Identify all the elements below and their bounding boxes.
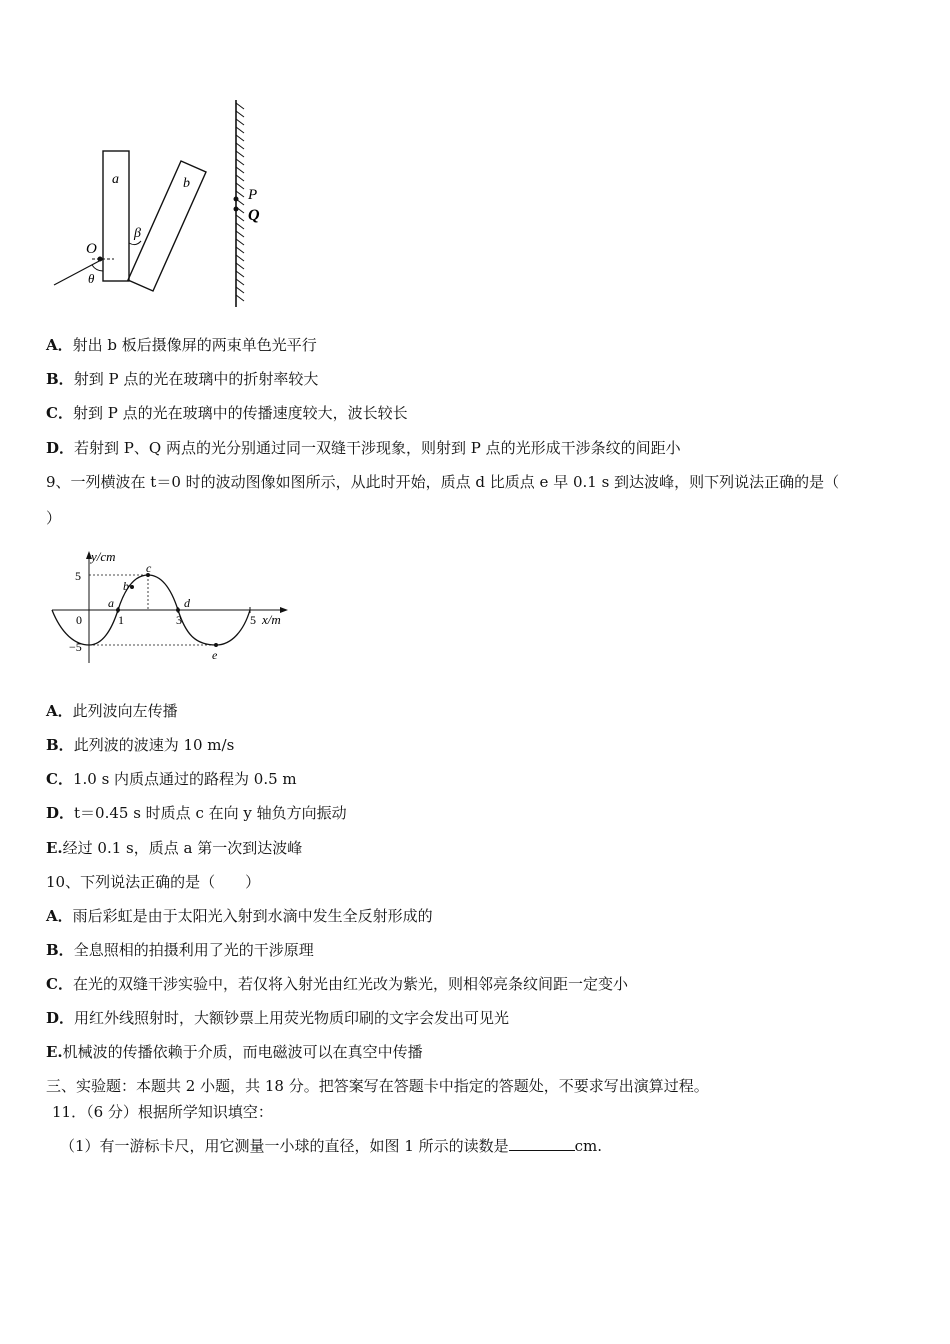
option-letter: A． bbox=[46, 907, 73, 925]
option-text: 用红外线照射时，大额钞票上用荧光物质印刷的文字会发出可见光 bbox=[74, 1009, 510, 1027]
q9-stem-close: ） bbox=[46, 509, 62, 527]
option-letter: B． bbox=[46, 370, 74, 388]
point-e bbox=[214, 643, 218, 647]
option-letter: B． bbox=[46, 941, 74, 959]
tick-x1: 1 bbox=[118, 613, 124, 627]
tick-y-neg: −5 bbox=[69, 640, 82, 654]
angle-beta-label: β bbox=[134, 226, 141, 241]
option-text: t＝0.45 s 时质点 c 在向 y 轴负方向振动 bbox=[74, 804, 347, 822]
q11-part1 bbox=[60, 1136, 602, 1156]
label-d: d bbox=[184, 596, 190, 610]
q9-option-a bbox=[46, 701, 178, 721]
option-text: 雨后彩虹是由于太阳光入射到水滴中发生全反射形成的 bbox=[72, 907, 433, 925]
angle-theta-label: θ bbox=[88, 271, 95, 286]
point-p-label: P bbox=[248, 187, 258, 203]
option-text: 1.0 s 内质点通过的路程为 0.5 m bbox=[72, 770, 297, 788]
option-letter: D． bbox=[46, 439, 75, 457]
tick-origin: 0 bbox=[76, 613, 82, 627]
tick-y-pos: 5 bbox=[75, 569, 81, 583]
wave-graph bbox=[48, 545, 298, 670]
q11-part1-text: （1）有一游标卡尺，用它测量一小球的直径，如图 1 所示的读数是 bbox=[60, 1137, 509, 1155]
answer-blank[interactable] bbox=[509, 1136, 575, 1151]
q9-option-e bbox=[46, 838, 302, 858]
label-c: c bbox=[146, 561, 152, 575]
q9-option-c bbox=[46, 769, 297, 789]
option-letter: B． bbox=[46, 736, 74, 754]
plate-b-label: b bbox=[183, 176, 190, 191]
point-b bbox=[130, 585, 134, 589]
plate-a bbox=[103, 151, 129, 281]
q8-option-d bbox=[46, 438, 681, 458]
q10-option-b bbox=[46, 940, 314, 960]
point-d bbox=[176, 608, 180, 612]
option-letter: D． bbox=[46, 1009, 75, 1027]
option-letter: E. bbox=[46, 839, 63, 857]
option-letter: E. bbox=[46, 1043, 63, 1061]
q8-option-a bbox=[46, 335, 317, 355]
y-axis-label: y/cm bbox=[91, 549, 116, 564]
q9-stem: 9、一列横波在 t＝0 时的波动图像如图所示，从此时开始，质点 d 比质点 e 早 0.1 s 到达波峰，则下列说法正确的是（ bbox=[46, 473, 840, 491]
q11-part1-unit: cm. bbox=[574, 1137, 603, 1155]
option-text: 此列波向左传播 bbox=[72, 702, 178, 720]
q10-option-a bbox=[46, 906, 433, 926]
q10-stem: 10、下列说法正确的是（ ） bbox=[46, 873, 261, 891]
tick-x5: 5 bbox=[250, 613, 256, 627]
option-text: 射到 P 点的光在玻璃中的折射率较大 bbox=[73, 370, 319, 388]
label-b: b bbox=[123, 579, 129, 593]
option-letter: A． bbox=[46, 336, 73, 354]
option-letter: C． bbox=[46, 770, 73, 788]
option-text: 机械波的传播依赖于介质，而电磁波可以在真空中传播 bbox=[62, 1043, 423, 1061]
option-text: 射出 b 板后摄像屏的两束单色光平行 bbox=[72, 336, 317, 354]
q8-option-c bbox=[46, 403, 408, 423]
option-text: 此列波的波速为 10 m/s bbox=[73, 736, 235, 754]
q10-option-d bbox=[46, 1008, 509, 1028]
option-text: 射到 P 点的光在玻璃中的传播速度较大，波长较长 bbox=[72, 404, 408, 422]
option-text: 在光的双缝干涉实验中，若仅将入射光由红光改为紫光，则相邻亮条纹间距一定变小 bbox=[72, 975, 628, 993]
option-letter: D． bbox=[46, 804, 75, 822]
point-a bbox=[116, 608, 120, 612]
point-q-label: Q bbox=[248, 207, 260, 224]
label-a: a bbox=[108, 596, 114, 610]
refraction-figure bbox=[48, 95, 278, 315]
plate-a-label: a bbox=[112, 172, 119, 187]
option-text: 全息照相的拍摄利用了光的干涉原理 bbox=[73, 941, 314, 959]
x-axis-label: x/m bbox=[262, 612, 281, 627]
option-text: 若射到 P、Q 两点的光分别通过同一双缝干涉现象，则射到 P 点的光形成干涉条纹的间距小 bbox=[74, 439, 681, 457]
label-e: e bbox=[212, 648, 218, 662]
q10-option-c bbox=[46, 974, 628, 994]
option-letter: C． bbox=[46, 975, 73, 993]
section3-heading: 三、实验题：本题共 2 小题，共 18 分。把答案写在答题卡中指定的答题处，不要求写出演算过程。 bbox=[46, 1077, 709, 1095]
q9-option-d bbox=[46, 803, 347, 823]
tick-x3: 3 bbox=[176, 613, 182, 627]
option-letter: A． bbox=[46, 702, 73, 720]
q9-option-b bbox=[46, 735, 234, 755]
option-letter: C． bbox=[46, 404, 73, 422]
q8-option-b bbox=[46, 369, 318, 389]
q11-stem: 11．（6 分）根据所学知识填空： bbox=[52, 1103, 273, 1121]
point-o-label: O bbox=[86, 241, 97, 257]
option-text: 经过 0.1 s，质点 a 第一次到达波峰 bbox=[62, 839, 303, 857]
q10-option-e bbox=[46, 1042, 423, 1062]
